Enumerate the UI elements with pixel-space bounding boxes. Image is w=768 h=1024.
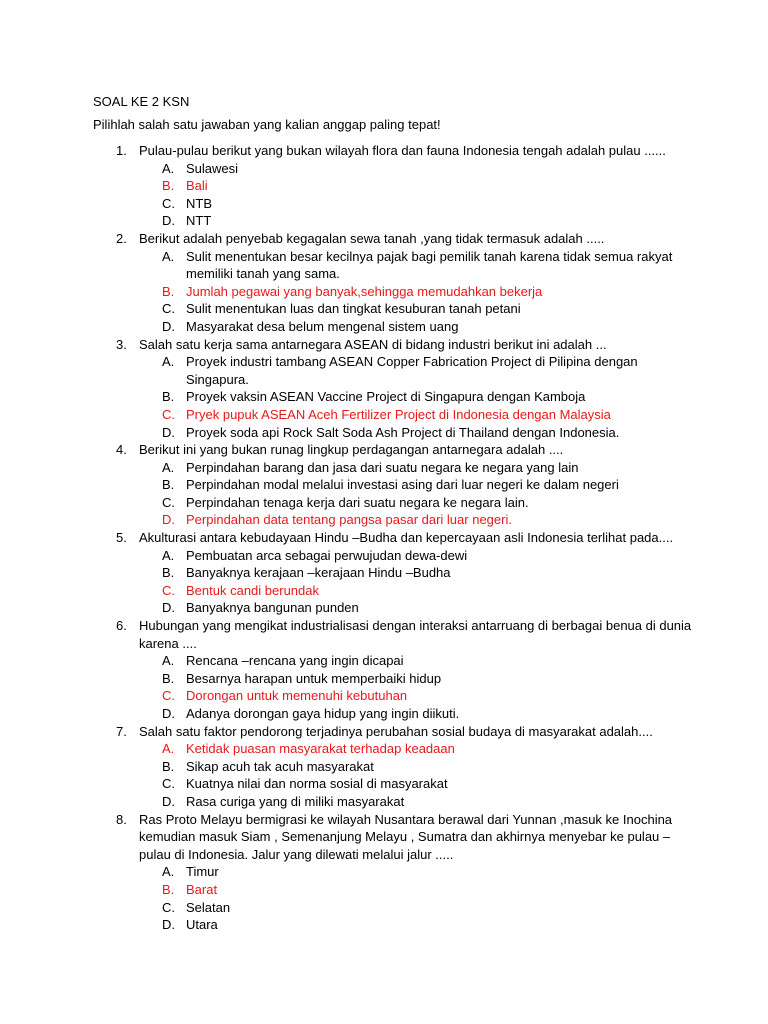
answer-option — [0, 652, 768, 670]
option-letter: B. — [162, 758, 175, 774]
option-letter: A. — [162, 248, 175, 264]
option-letter: D. — [162, 512, 175, 528]
answer-option-correct — [0, 881, 768, 899]
option-text: Sulit menentukan luas dan tingkat kesuburan tanah petani — [186, 301, 521, 317]
answer-option — [0, 388, 768, 406]
question-text: Berikut adalah penyebab kegagalan sewa tanah ,yang tidak termasuk adalah ..... — [139, 230, 605, 246]
option-text: Pembuatan arca sebagai perwujudan dewa-dewi — [186, 547, 468, 563]
option-letter: D. — [162, 706, 175, 721]
option-text: Besarnya harapan untuk memperbaiki hidup — [186, 670, 442, 686]
option-letter: B. — [162, 670, 175, 686]
option-text: Sikap acuh tak acuh masyarakat — [186, 758, 374, 774]
option-text: Pryek pupuk ASEAN Aceh Fertilizer Project di Indonesia dengan Malaysia — [186, 406, 611, 422]
answer-option — [0, 670, 768, 688]
question-text: Pulau-pulau berikut yang bukan wilayah flora dan fauna Indonesia tengah adalah pulau ...... — [139, 143, 666, 158]
option-text: Rasa curiga yang di miliki masyarakat — [186, 793, 405, 809]
option-letter: C. — [162, 688, 175, 704]
answer-option — [0, 793, 768, 811]
answer-option — [0, 353, 768, 388]
answer-option — [0, 599, 768, 617]
option-letter: A. — [162, 459, 175, 475]
option-text: Utara — [186, 917, 218, 933]
option-letter: C. — [162, 899, 175, 915]
option-letter: A. — [162, 354, 175, 370]
answer-option-correct — [0, 740, 768, 758]
option-letter: C. — [162, 301, 175, 317]
answer-option — [0, 248, 768, 283]
option-letter: B. — [162, 881, 175, 897]
answer-option — [0, 899, 768, 917]
question-text: Ras Proto Melayu bermigrasi ke wilayah Nusantara berawal dari Yunnan ,masuk ke Inochina kemudian masuk Siam , Semenanjung Melayu , Sumatra dan akhirnya menyebar ke pulau –pulau di Indonesia. Jalur yang dilewati melalui jalur ..... — [139, 811, 673, 862]
option-letter: D. — [162, 917, 175, 933]
option-text: Timur — [186, 864, 219, 880]
answer-option — [0, 318, 768, 336]
option-letter: A. — [162, 653, 175, 669]
option-letter: C. — [162, 582, 175, 598]
option-list — [0, 160, 768, 230]
answer-option — [0, 775, 768, 793]
option-text: Sulawesi — [186, 160, 239, 176]
answer-option — [0, 547, 768, 565]
option-text: NTB — [186, 195, 212, 211]
question-item — [0, 336, 768, 354]
question-item — [0, 142, 768, 160]
option-text: Ketidak puasan masyarakat terhadap keadaan — [186, 741, 455, 757]
question-text: Hubungan yang mengikat industrialisasi dengan interaksi antarruang di berbagai benua di dunia karena .... — [139, 618, 692, 651]
option-text: Jumlah pegawai yang banyak,sehingga memudahkan bekerja — [186, 283, 543, 299]
question-text: Berikut ini yang bukan runag lingkup perdagangan antarnegara adalah .... — [139, 442, 564, 458]
question-number: 6. — [116, 618, 127, 634]
option-text: Kuatnya nilai dan norma sosial di masyarakat — [186, 776, 448, 792]
answer-option — [0, 160, 768, 178]
question-number: 8. — [116, 811, 127, 827]
option-list — [0, 740, 768, 810]
instruction-text: Pilihlah salah satu jawaban yang kalian anggap paling tepat! — [93, 117, 441, 132]
option-letter: A. — [162, 741, 175, 757]
answer-option-correct — [0, 406, 768, 424]
option-text: Banyaknya kerajaan –kerajaan Hindu –Budha — [186, 565, 451, 581]
answer-option — [0, 863, 768, 881]
option-letter: B. — [162, 565, 175, 581]
option-text: Proyek vaksin ASEAN Vaccine Project di Singapura dengan Kamboja — [186, 389, 586, 405]
answer-option — [0, 916, 768, 934]
option-letter: B. — [162, 477, 175, 493]
option-list — [0, 863, 768, 933]
answer-option-correct — [0, 283, 768, 301]
option-letter: B. — [162, 389, 175, 405]
question-number: 1. — [116, 143, 127, 158]
question-number: 7. — [116, 723, 127, 739]
option-text: Perpindahan barang dan jasa dari suatu negara ke negara yang lain — [186, 459, 579, 475]
question-item — [0, 441, 768, 459]
option-text: Selatan — [186, 899, 231, 915]
question-item — [0, 723, 768, 741]
option-letter: D. — [162, 793, 175, 809]
option-letter: C. — [162, 406, 175, 422]
answer-option-correct — [0, 687, 768, 705]
option-letter: A. — [162, 864, 175, 880]
question-text: Akulturasi antara kebudayaan Hindu –Budha dan kepercayaan asli Indonesia terlihat pada.... — [139, 530, 674, 546]
answer-option — [0, 758, 768, 776]
option-list — [0, 459, 768, 529]
document-title: SOAL KE 2 KSN — [93, 94, 190, 109]
answer-option — [0, 212, 768, 230]
option-text: Adanya dorongan gaya hidup yang ingin diikuti. — [186, 706, 460, 721]
answer-option-correct — [0, 582, 768, 600]
option-letter: D. — [162, 318, 175, 334]
question-item — [0, 230, 768, 248]
option-letter: C. — [162, 776, 175, 792]
question-text: Salah satu kerja sama antarnegara ASEAN di bidang industri berikut ini adalah ... — [139, 336, 607, 352]
option-text: Perpindahan modal melalui investasi asing dari luar negeri ke dalam negeri — [186, 477, 619, 493]
option-text: Perpindahan data tentang pangsa pasar dari luar negeri. — [186, 512, 512, 528]
answer-option — [0, 424, 768, 442]
option-text: Bali — [186, 178, 208, 194]
question-number: 5. — [116, 530, 127, 546]
question-item — [0, 811, 768, 864]
question-number: 2. — [116, 230, 127, 246]
option-letter: B. — [162, 178, 175, 194]
option-text: Bentuk candi berundak — [186, 582, 319, 598]
answer-option — [0, 195, 768, 213]
option-letter: A. — [162, 160, 175, 176]
option-letter: D. — [162, 424, 175, 440]
option-text: Rencana –rencana yang ingin dicapai — [186, 653, 404, 669]
option-text: Sulit menentukan besar kecilnya pajak bagi pemilik tanah karena tidak semua rakyat memiliki tanah yang sama. — [186, 248, 673, 282]
answer-option — [0, 459, 768, 477]
option-list — [0, 547, 768, 617]
answer-option — [0, 705, 768, 723]
question-list — [0, 142, 768, 934]
option-text: Masyarakat desa belum mengenal sistem uang — [186, 318, 459, 334]
answer-option-correct — [0, 177, 768, 195]
option-letter: C. — [162, 195, 175, 211]
answer-option — [0, 300, 768, 318]
question-number: 4. — [116, 442, 127, 458]
answer-option — [0, 564, 768, 582]
question-text: Salah satu faktor pendorong terjadinya perubahan sosial budaya di masyarakat adalah.... — [139, 723, 653, 739]
option-text: Perpindahan tenaga kerja dari suatu negara ke negara lain. — [186, 494, 529, 510]
option-text: Dorongan untuk memenuhi kebutuhan — [186, 688, 408, 704]
option-letter: C. — [162, 494, 175, 510]
question-item — [0, 529, 768, 547]
option-text: NTT — [186, 213, 212, 229]
option-letter: D. — [162, 600, 175, 616]
question-item — [0, 617, 768, 652]
option-list — [0, 652, 768, 722]
option-list — [0, 353, 768, 441]
answer-option-correct — [0, 511, 768, 529]
answer-option — [0, 476, 768, 494]
option-letter: D. — [162, 213, 175, 229]
option-list — [0, 248, 768, 336]
question-number: 3. — [116, 336, 127, 352]
option-text: Barat — [186, 881, 218, 897]
option-text: Proyek industri tambang ASEAN Copper Fabrication Project di Pilipina dengan Singapura. — [186, 354, 638, 387]
answer-option — [0, 494, 768, 512]
option-letter: B. — [162, 283, 175, 299]
option-text: Proyek soda api Rock Salt Soda Ash Project di Thailand dengan Indonesia. — [186, 424, 620, 440]
option-letter: A. — [162, 547, 175, 563]
option-text: Banyaknya bangunan punden — [186, 600, 359, 616]
